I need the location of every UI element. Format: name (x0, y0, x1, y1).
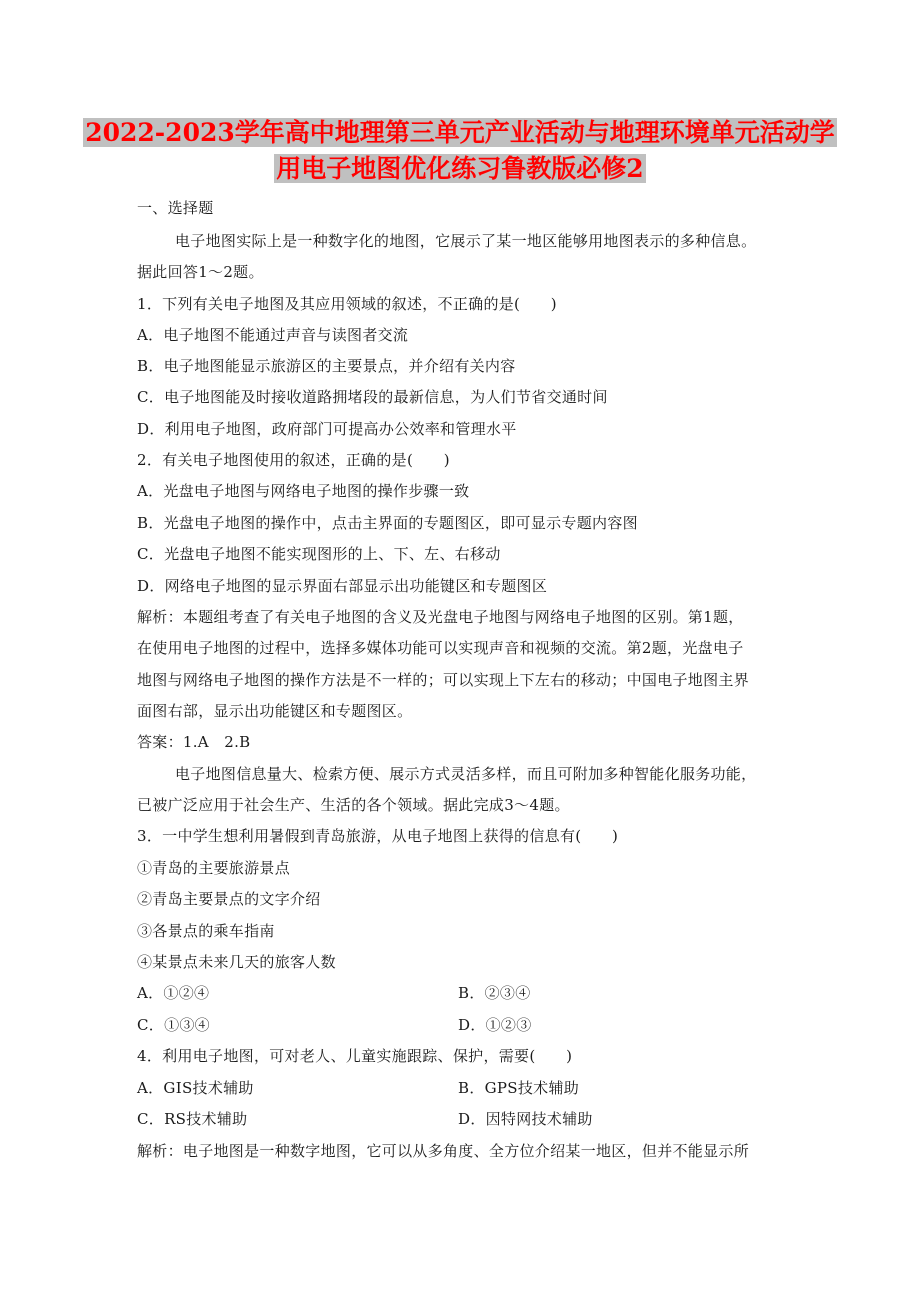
q1-option-d: D．利用电子地图，政府部门可提高办公效率和管理水平 (137, 420, 517, 438)
q4-stem: 4．利用电子地图，可对老人、儿童实施跟踪、保护，需要( ) (137, 1047, 573, 1065)
q3-option-d: D．①②③ (458, 1016, 532, 1034)
analysis1-line2: 在使用电子地图的过程中，选择多媒体功能可以实现声音和视频的交流。第2题，光盘电子 (137, 639, 744, 657)
q4-option-b: B．GPS技术辅助 (458, 1079, 580, 1097)
document-title-line-1 (0, 117, 920, 149)
q3-item-1: ①青岛的主要旅游景点 (137, 859, 291, 877)
q3-item-3: ③各景点的乘车指南 (137, 922, 275, 940)
analysis1-line3: 地图与网络电子地图的操作方法是不一样的；可以实现上下左右的移动；中国电子地图主界 (137, 671, 750, 689)
passage2-line2: 已被广泛应用于社会生产、生活的各个领域。据此完成3～4题。 (137, 796, 570, 814)
q3-option-b: B．②③④ (458, 984, 531, 1002)
q2-stem: 2．有关电子地图使用的叙述，正确的是( ) (137, 451, 450, 469)
analysis2-line1: 解析：电子地图是一种数字地图，它可以从多角度、全方位介绍某一地区，但并不能显示所 (137, 1142, 750, 1160)
answer1: 答案：1.A 2.B (137, 733, 251, 751)
q3-option-c: C．①③④ (137, 1016, 210, 1034)
q3-item-4: ④某景点未来几天的旅客人数 (137, 953, 336, 971)
q2-option-d: D．网络电子地图的显示界面右部显示出功能键区和专题图区 (137, 577, 548, 595)
passage2-line1: 电子地图信息量大、检索方便、展示方式灵活多样，而且可附加多种智能化服务功能， (175, 765, 757, 783)
q4-option-d: D．因特网技术辅助 (458, 1110, 593, 1128)
q4-option-c: C．RS技术辅助 (137, 1110, 248, 1128)
q2-option-b: B．光盘电子地图的操作中，点击主界面的专题图区，即可显示专题内容图 (137, 514, 638, 532)
analysis1-line1: 解析：本题组考查了有关电子地图的含义及光盘电子地图与网络电子地图的区别。第1题， (137, 608, 744, 626)
title-text-1: 2022-2023学年高中地理第三单元产业活动与地理环境单元活动学 (85, 118, 835, 147)
q1-option-a: A．电子地图不能通过声音与读图者交流 (137, 326, 409, 344)
q3-item-2: ②青岛主要景点的文字介绍 (137, 890, 321, 908)
q2-option-a: A．光盘电子地图与网络电子地图的操作步骤一致 (137, 482, 470, 500)
document-title-line-2 (0, 153, 920, 185)
q3-stem: 3．一中学生想利用暑假到青岛旅游，从电子地图上获得的信息有( ) (137, 827, 619, 845)
passage1-line1: 电子地图实际上是一种数字化的地图，它展示了某一地区能够用地图表示的多种信息。 (175, 232, 757, 250)
q4-option-a: A．GIS技术辅助 (137, 1079, 254, 1097)
q3-option-a: A．①②④ (137, 984, 210, 1002)
q1-stem: 1．下列有关电子地图及其应用领域的叙述，不正确的是( ) (137, 295, 557, 313)
passage1-line2: 据此回答1～2题。 (137, 263, 264, 281)
q1-option-b: B．电子地图能显示旅游区的主要景点，并介绍有关内容 (137, 357, 516, 375)
title-text-2: 用电子地图优化练习鲁教版必修2 (276, 154, 644, 183)
q2-option-c: C．光盘电子地图不能实现图形的上、下、左、右移动 (137, 545, 501, 563)
analysis1-line4: 面图右部，显示出功能键区和专题图区。 (137, 702, 413, 720)
q1-option-c: C．电子地图能及时接收道路拥堵段的最新信息，为人们节省交通时间 (137, 388, 608, 406)
section-heading: 一、选择题 (137, 199, 214, 217)
